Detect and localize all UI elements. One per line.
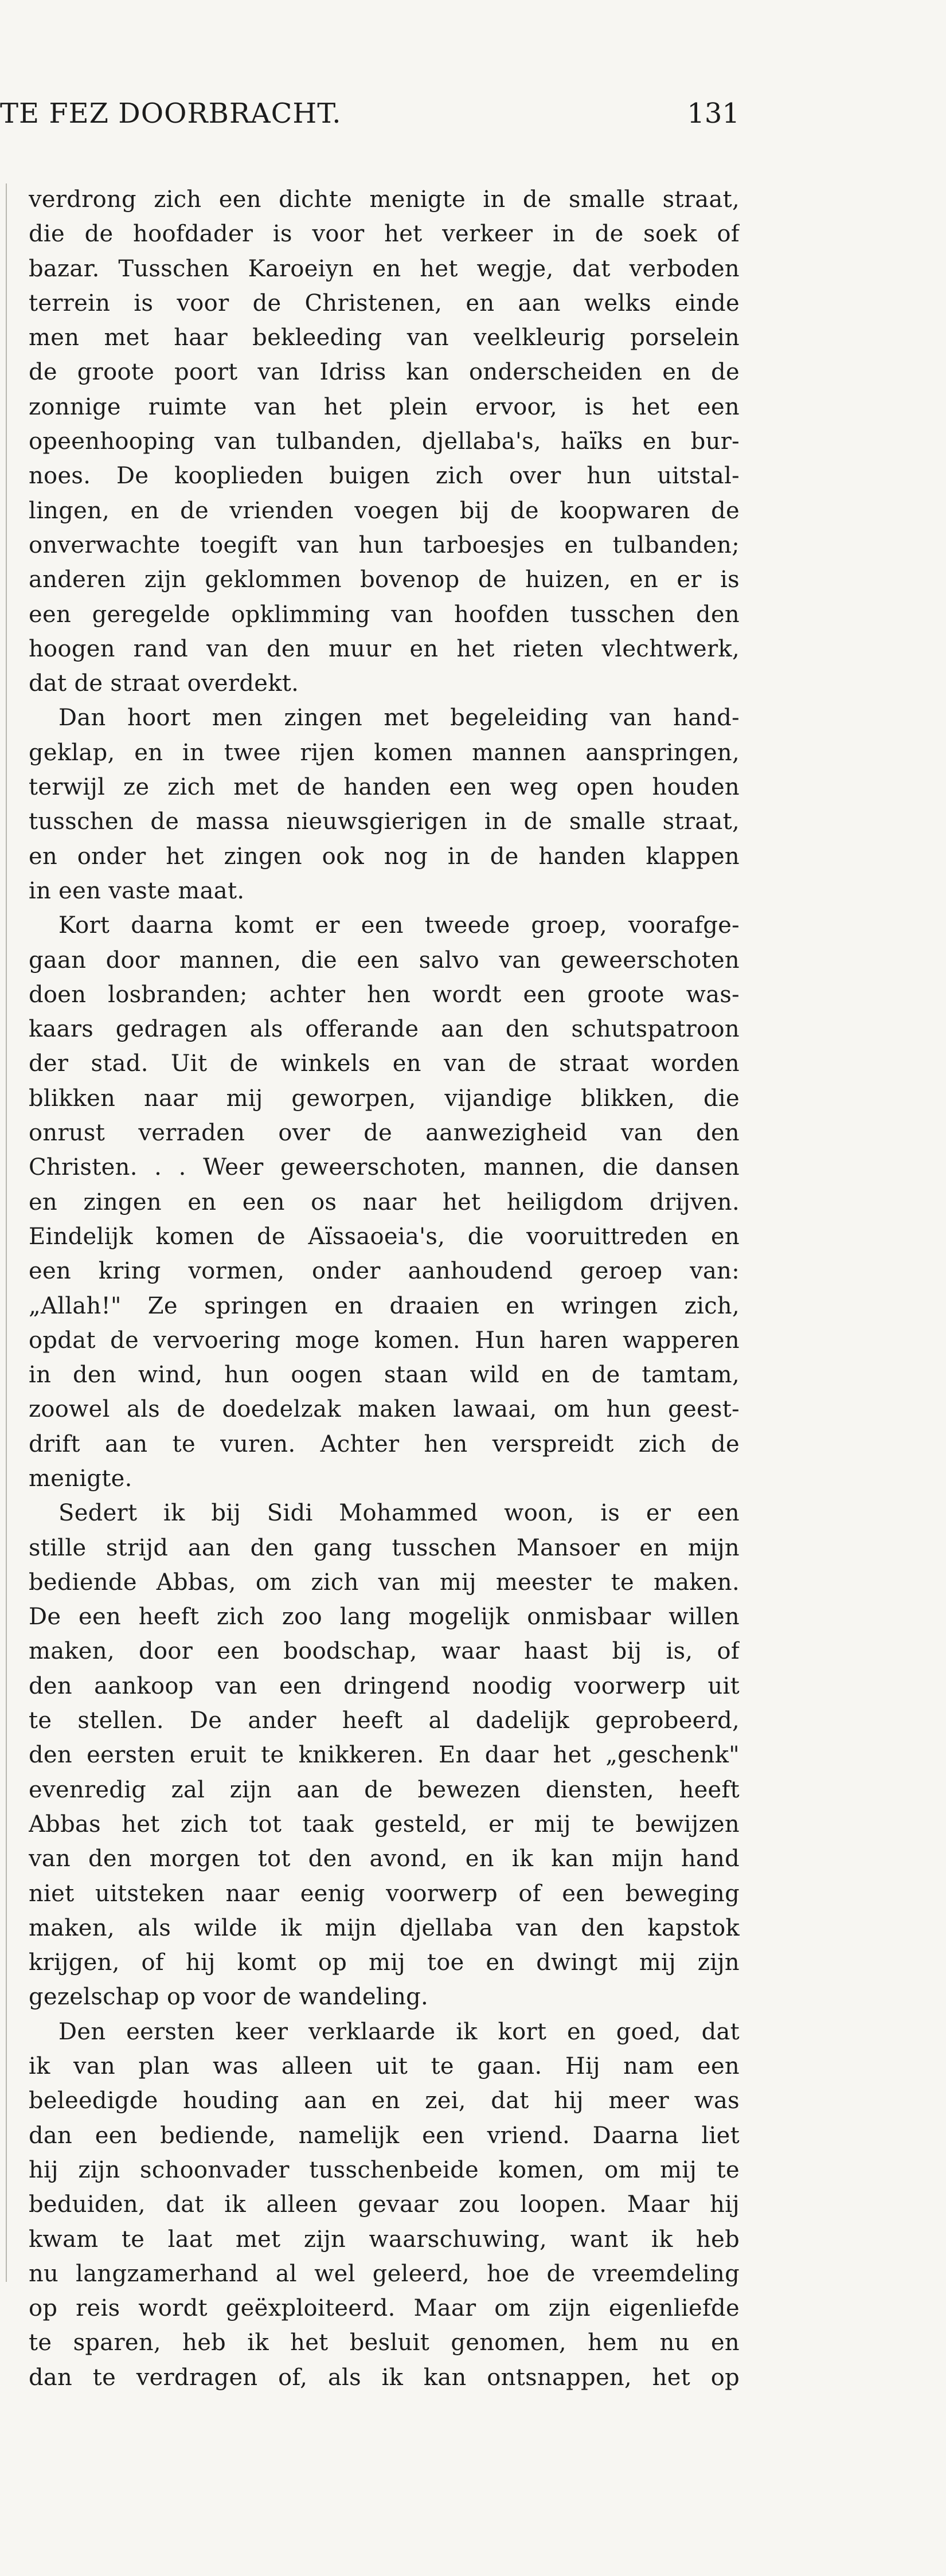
page-number: 131	[687, 97, 740, 130]
text-line: Sedert ik bij Sidi Mohammed woon, is er een	[58, 1500, 740, 1527]
text-line: onverwachte toegift van hun tarboesjes en tulbanden;	[29, 531, 740, 558]
text-line: in den wind, hun oogen staan wild en de tamtam,	[29, 1362, 740, 1389]
text-line: Christen. . . Weer geweerschoten, mannen, die dansen	[29, 1154, 740, 1181]
text-line: De een heeft zich zoo lang mogelijk onmisbaar willen	[29, 1604, 740, 1631]
text-line: stille strijd aan den gang tusschen Mansoer en mijn	[29, 1534, 740, 1561]
body-text	[29, 182, 740, 2395]
text-line: blikken naar mij geworpen, vijandige blikken, die	[29, 1085, 740, 1112]
text-line: Eindelijk komen de Aïssaoeia's, die vooruittreden en	[29, 1223, 740, 1250]
text-line: kaars gedragen als offerande aan den schutspatroon	[29, 1016, 740, 1043]
text-line: den eersten eruit te knikkeren. En daar het „geschenk"	[29, 1742, 740, 1769]
text-line: tusschen de massa nieuwsgierigen in de smalle straat,	[29, 808, 740, 835]
text-line: een kring vormen, onder aanhoudend geroep van:	[29, 1258, 740, 1285]
text-line: verdrong zich een dichte menigte in de smalle straat,	[29, 186, 740, 213]
text-line: gezelschap op voor de wandeling.	[29, 1984, 429, 2011]
running-header	[0, 97, 740, 138]
text-line: zonnige ruimte van het plein ervoor, is het een	[29, 393, 740, 420]
text-line: en onder het zingen ook nog in de handen klappen	[29, 843, 740, 870]
text-line: een geregelde opklimming van hoofden tusschen den	[29, 601, 740, 628]
text-line: terwijl ze zich met de handen een weg open houden	[29, 774, 740, 801]
text-line: der stad. Uit de winkels en van de straat worden	[29, 1050, 740, 1077]
text-line: hoogen rand van den muur en het rieten vlechtwerk,	[29, 635, 740, 662]
text-line: te sparen, heb ik het besluit genomen, hem nu en	[29, 2329, 740, 2356]
text-line: opeenhooping van tulbanden, djellaba's, haïks en bur-	[29, 428, 740, 455]
text-line: noes. De kooplieden buigen zich over hun uitstal-	[29, 463, 740, 490]
text-line: Abbas het zich tot taak gesteld, er mij te bewijzen	[29, 1811, 740, 1838]
text-line: beleedigde houding aan en zei, dat hij meer was	[29, 2088, 740, 2114]
text-line: anderen zijn geklommen bovenop de huizen, en er is	[29, 566, 740, 593]
text-line: in een vaste maat.	[29, 877, 245, 904]
text-line: Den eersten keer verklaarde ik kort en goed, dat	[58, 2018, 740, 2045]
text-line: maken, door een boodschap, waar haast bij is, of	[29, 1638, 740, 1665]
text-line: bazar. Tusschen Karoeiyn en het wegje, dat verboden	[29, 255, 740, 282]
text-line: Dan hoort men zingen met begeleiding van hand-	[58, 705, 740, 732]
text-line: „Allah!" Ze springen en draaien en wringen zich,	[29, 1292, 740, 1319]
text-line: opdat de vervoering moge komen. Hun haren wapperen	[29, 1327, 740, 1354]
text-line: onrust verraden over de aanwezigheid van den	[29, 1120, 740, 1147]
text-line: terrein is voor de Christenen, en aan welks einde	[29, 290, 740, 316]
text-line: lingen, en de vrienden voegen bij de koopwaren de	[29, 497, 740, 524]
text-line: geklap, en in twee rijen komen mannen aanspringen,	[29, 739, 740, 766]
text-line: zoowel als de doedelzak maken lawaai, om hun geest-	[29, 1396, 740, 1423]
text-line: die de hoofdader is voor het verkeer in de soek of	[29, 221, 740, 248]
text-line: gaan door mannen, die een salvo van geweerschoten	[29, 947, 740, 974]
text-line: Kort daarna komt er een tweede groep, voorafge-	[58, 912, 740, 939]
text-line: op reis wordt geëxploiteerd. Maar om zijn eigenliefde	[29, 2295, 740, 2322]
text-line: dan te verdragen of, als ik kan ontsnappen, het op	[29, 2364, 740, 2391]
margin-rule	[6, 183, 7, 2282]
text-line: en zingen en een os naar het heiligdom drijven.	[29, 1189, 740, 1215]
text-line: maken, als wilde ik mijn djellaba van den kapstok	[29, 1914, 740, 1941]
text-line: evenredig zal zijn aan de bewezen diensten, heeft	[29, 1776, 740, 1803]
text-line: te stellen. De ander heeft al dadelijk geprobeerd,	[29, 1707, 740, 1734]
text-line: ik van plan was alleen uit te gaan. Hij nam een	[29, 2053, 740, 2080]
text-line: men met haar bekleeding van veelkleurig porselein	[29, 325, 740, 351]
text-line: nu langzamerhand al wel geleerd, hoe de vreemdeling	[29, 2260, 740, 2287]
text-line: niet uitsteken naar eenig voorwerp of een beweging	[29, 1880, 740, 1907]
text-line: den aankoop van een dringend noodig voorwerp uit	[29, 1672, 740, 1699]
text-line: drift aan te vuren. Achter hen verspreidt zich de	[29, 1430, 740, 1457]
text-line: hij zijn schoonvader tusschenbeide komen, om mij te	[29, 2156, 740, 2183]
text-line: dat de straat overdekt.	[29, 670, 299, 697]
text-line: krijgen, of hij komt op mij toe en dwingt mij zijn	[29, 1949, 740, 1976]
text-line: doen losbranden; achter hen wordt een groote was-	[29, 981, 740, 1008]
text-line: van den morgen tot den avond, en ik kan mijn hand	[29, 1846, 740, 1873]
running-title: TE FEZ DOORBRACHT.	[0, 97, 342, 130]
text-line: bediende Abbas, om zich van mij meester te maken.	[29, 1569, 740, 1596]
text-line: menigte.	[29, 1465, 132, 1492]
text-line: dan een bediende, namelijk een vriend. Daarna liet	[29, 2122, 740, 2149]
text-line: beduiden, dat ik alleen gevaar zou loopen. Maar hij	[29, 2191, 740, 2218]
text-line: de groote poort van Idriss kan onderscheiden en de	[29, 359, 740, 386]
text-line: kwam te laat met zijn waarschuwing, want ik heb	[29, 2226, 740, 2253]
